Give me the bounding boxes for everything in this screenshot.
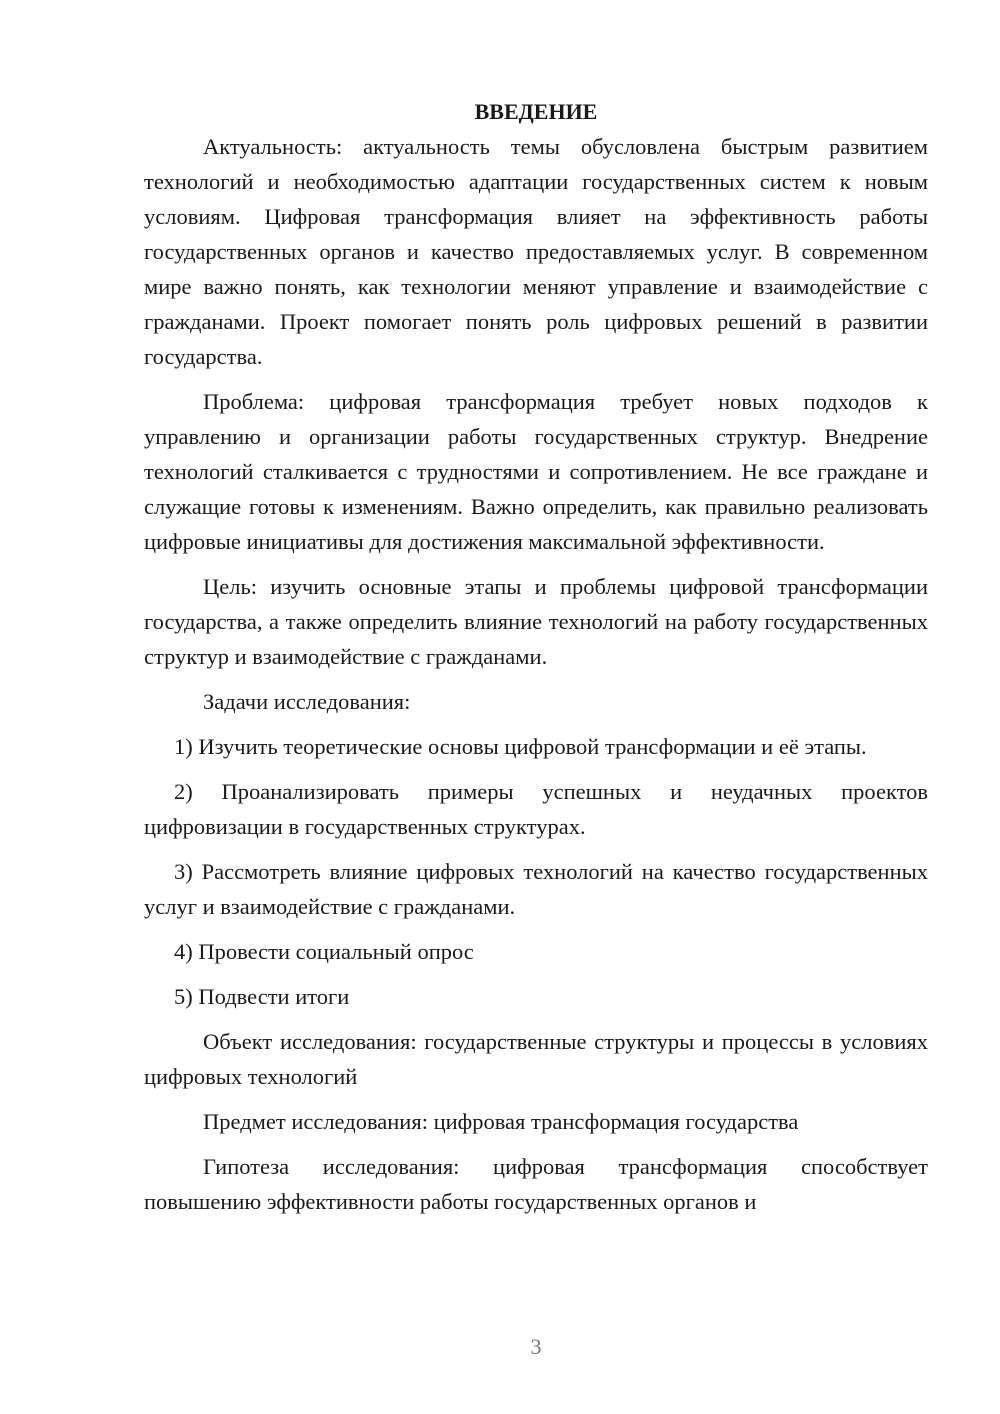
task-item-5: 5) Подвести итоги <box>174 984 350 1009</box>
task-item-3: 3) Рассмотреть влияние цифровых технологий на качество государственных услуг и взаимодействие с гражданами. <box>144 859 928 919</box>
relevance-paragraph: Актуальность: актуальность темы обусловлена быстрым развитием технологий и необходимостью адаптации государственных систем к новым условиям. Цифровая трансформация влияет на эффективность работы государственных органов и качество предоставляемых услуг. В современном мире важно понять, как технологии меняют управление и взаимодействие с гражданами. Проект помогает понять роль цифровых решений в развитии государства. <box>144 134 928 369</box>
section-heading: ВВЕДЕНИЕ <box>474 99 598 124</box>
problem-paragraph: Проблема: цифровая трансформация требует новых подходов к управлению и организации работы государственных структур. Внедрение технологий сталкивается с трудностями и сопротивлением. Не все граждане и служащие готовы к изменениям. Важно определить, как правильно реализовать цифровые инициативы для достижения максимальной эффективности. <box>144 389 928 554</box>
task-item-2: 2) Проанализировать примеры успешных и неудачных проектов цифровизации в государственных структурах. <box>144 779 928 839</box>
page-content <box>144 94 928 1219</box>
subject-paragraph: Предмет исследования: цифровая трансформация государства <box>203 1109 799 1134</box>
task-item-1: 1) Изучить теоретические основы цифровой трансформации и её этапы. <box>174 734 867 759</box>
hypothesis-paragraph: Гипотеза исследования: цифровая трансформация способствует повышению эффективности работы государственных органов и <box>144 1154 928 1214</box>
task-item-4: 4) Провести социальный опрос <box>174 939 474 964</box>
page-number: 3 <box>530 1334 542 1359</box>
object-paragraph: Объект исследования: государственные структуры и процессы в условиях цифровых технологий <box>144 1029 928 1089</box>
goal-paragraph: Цель: изучить основные этапы и проблемы цифровой трансформации государства, а также определить влияние технологий на работу государственных структур и взаимодействие с гражданами. <box>144 574 928 669</box>
tasks-title: Задачи исследования: <box>203 689 411 714</box>
